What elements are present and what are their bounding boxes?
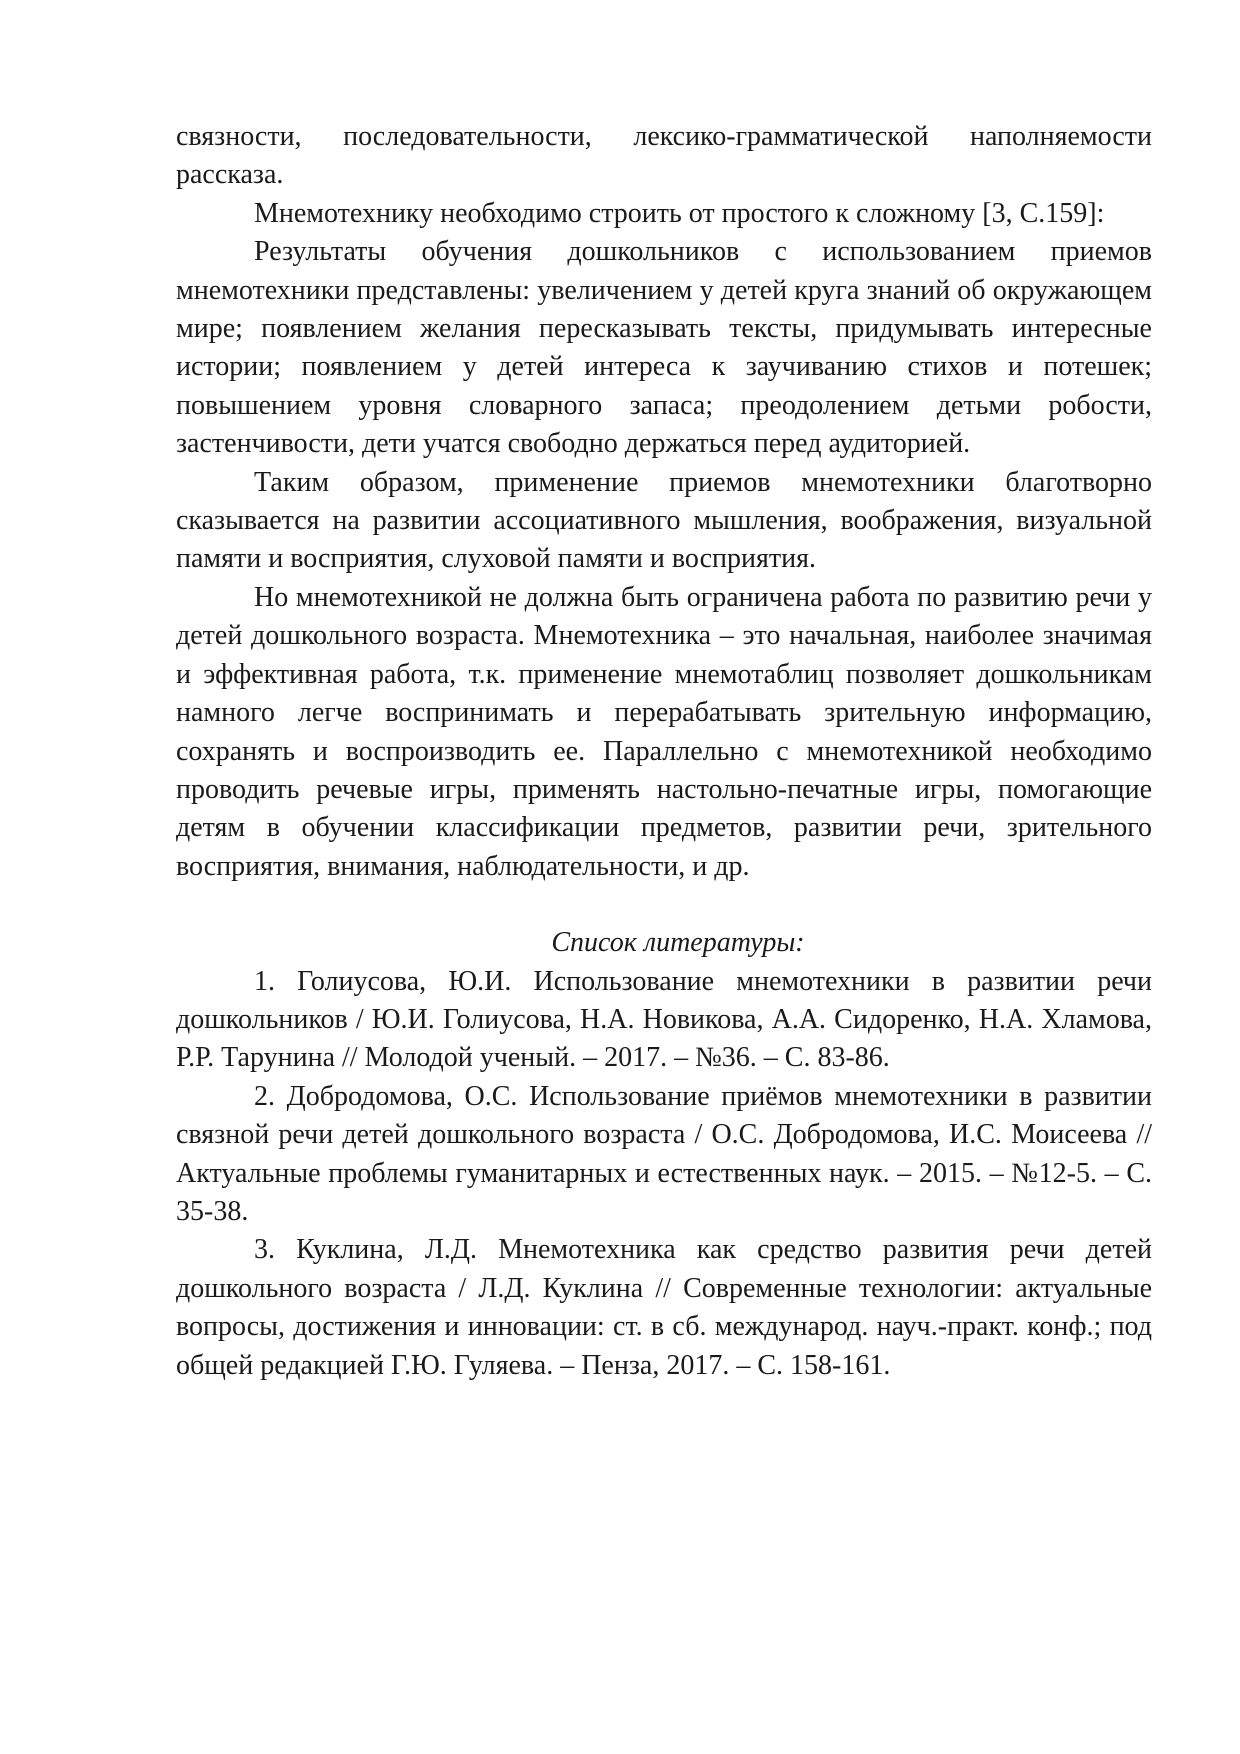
paragraph-conclusion: Таким образом, применение приемов мнемотехники благотворно сказывается на развитии ассоциативного мышления, воображения, визуальной памяти и восприятия, слуховой памяти и восприятия.: [176, 466, 1152, 575]
section-spacer: [176, 886, 1152, 924]
references-title: Список литературы:: [551, 927, 805, 959]
document-page: [176, 118, 1152, 1385]
reference-item-1: 1. Голиусова, Ю.И. Использование мнемотехники в развитии речи дошкольников / Ю.И. Голиусова, Н.А. Новикова, А.А. Сидоренко, Н.А. Хламова, Р.Р. Тарунина // Молодой ученый. – 2017. – №36. – С. 83-86.: [176, 965, 1152, 1074]
reference-item-2: 2. Добродомова, О.С. Использование приёмов мнемотехники в развитии связной речи детей дошкольного возраста / О.С. Добродомова, И.С. Моисеева // Актуальные проблемы гуманитарных и естественных наук. – 2015. – №12-5. – С. 35-38.: [176, 1080, 1152, 1227]
paragraph-further-work: Но мнемотехникой не должна быть ограничена работа по развитию речи у детей дошкольного возраста. Мнемотехника – это начальная, наиболее значимая и эффективная работа, т.к. применение мнемотаблиц позволяет дошкольникам намного легче воспринимать и перерабатывать зрительную информацию, сохранять и воспроизводить ее. Параллельно с мнемотехникой необходимо проводить речевые игры, применять настольно-печатные игры, помогающие детям в обучении классификации предметов, развитии речи, зрительного восприятия, внимания, наблюдательности, и др.: [176, 581, 1152, 882]
paragraph-mnemonics-principle: Мнемотехнику необходимо строить от простого к сложному [3, С.159]:: [254, 197, 1105, 229]
paragraph-results: Результаты обучения дошкольников с использованием приемов мнемотехники представлены: увеличением у детей круга знаний об окружающем мире; появлением желания пересказывать тексты, придумывать интересные истории; появлением у детей интереса к заучиванию стихов и потешек; повышением уровня словарного запаса; преодолением детьми робости, застенчивости, дети учатся свободно держаться перед аудиторией.: [176, 236, 1152, 460]
paragraph-continuation: связности, последовательности, лексико-грамматической наполняемости рассказа.: [176, 121, 1152, 191]
reference-item-3: 3. Куклина, Л.Д. Мнемотехника как средство развития речи детей дошкольного возраста / Л.Д. Куклина // Современные технологии: актуальные вопросы, достижения и инновации: ст. в сб. международ. науч.-практ. конф.; под общей редакцией Г.Ю. Гуляева. – Пенза, 2017. – С. 158-161.: [176, 1234, 1152, 1381]
